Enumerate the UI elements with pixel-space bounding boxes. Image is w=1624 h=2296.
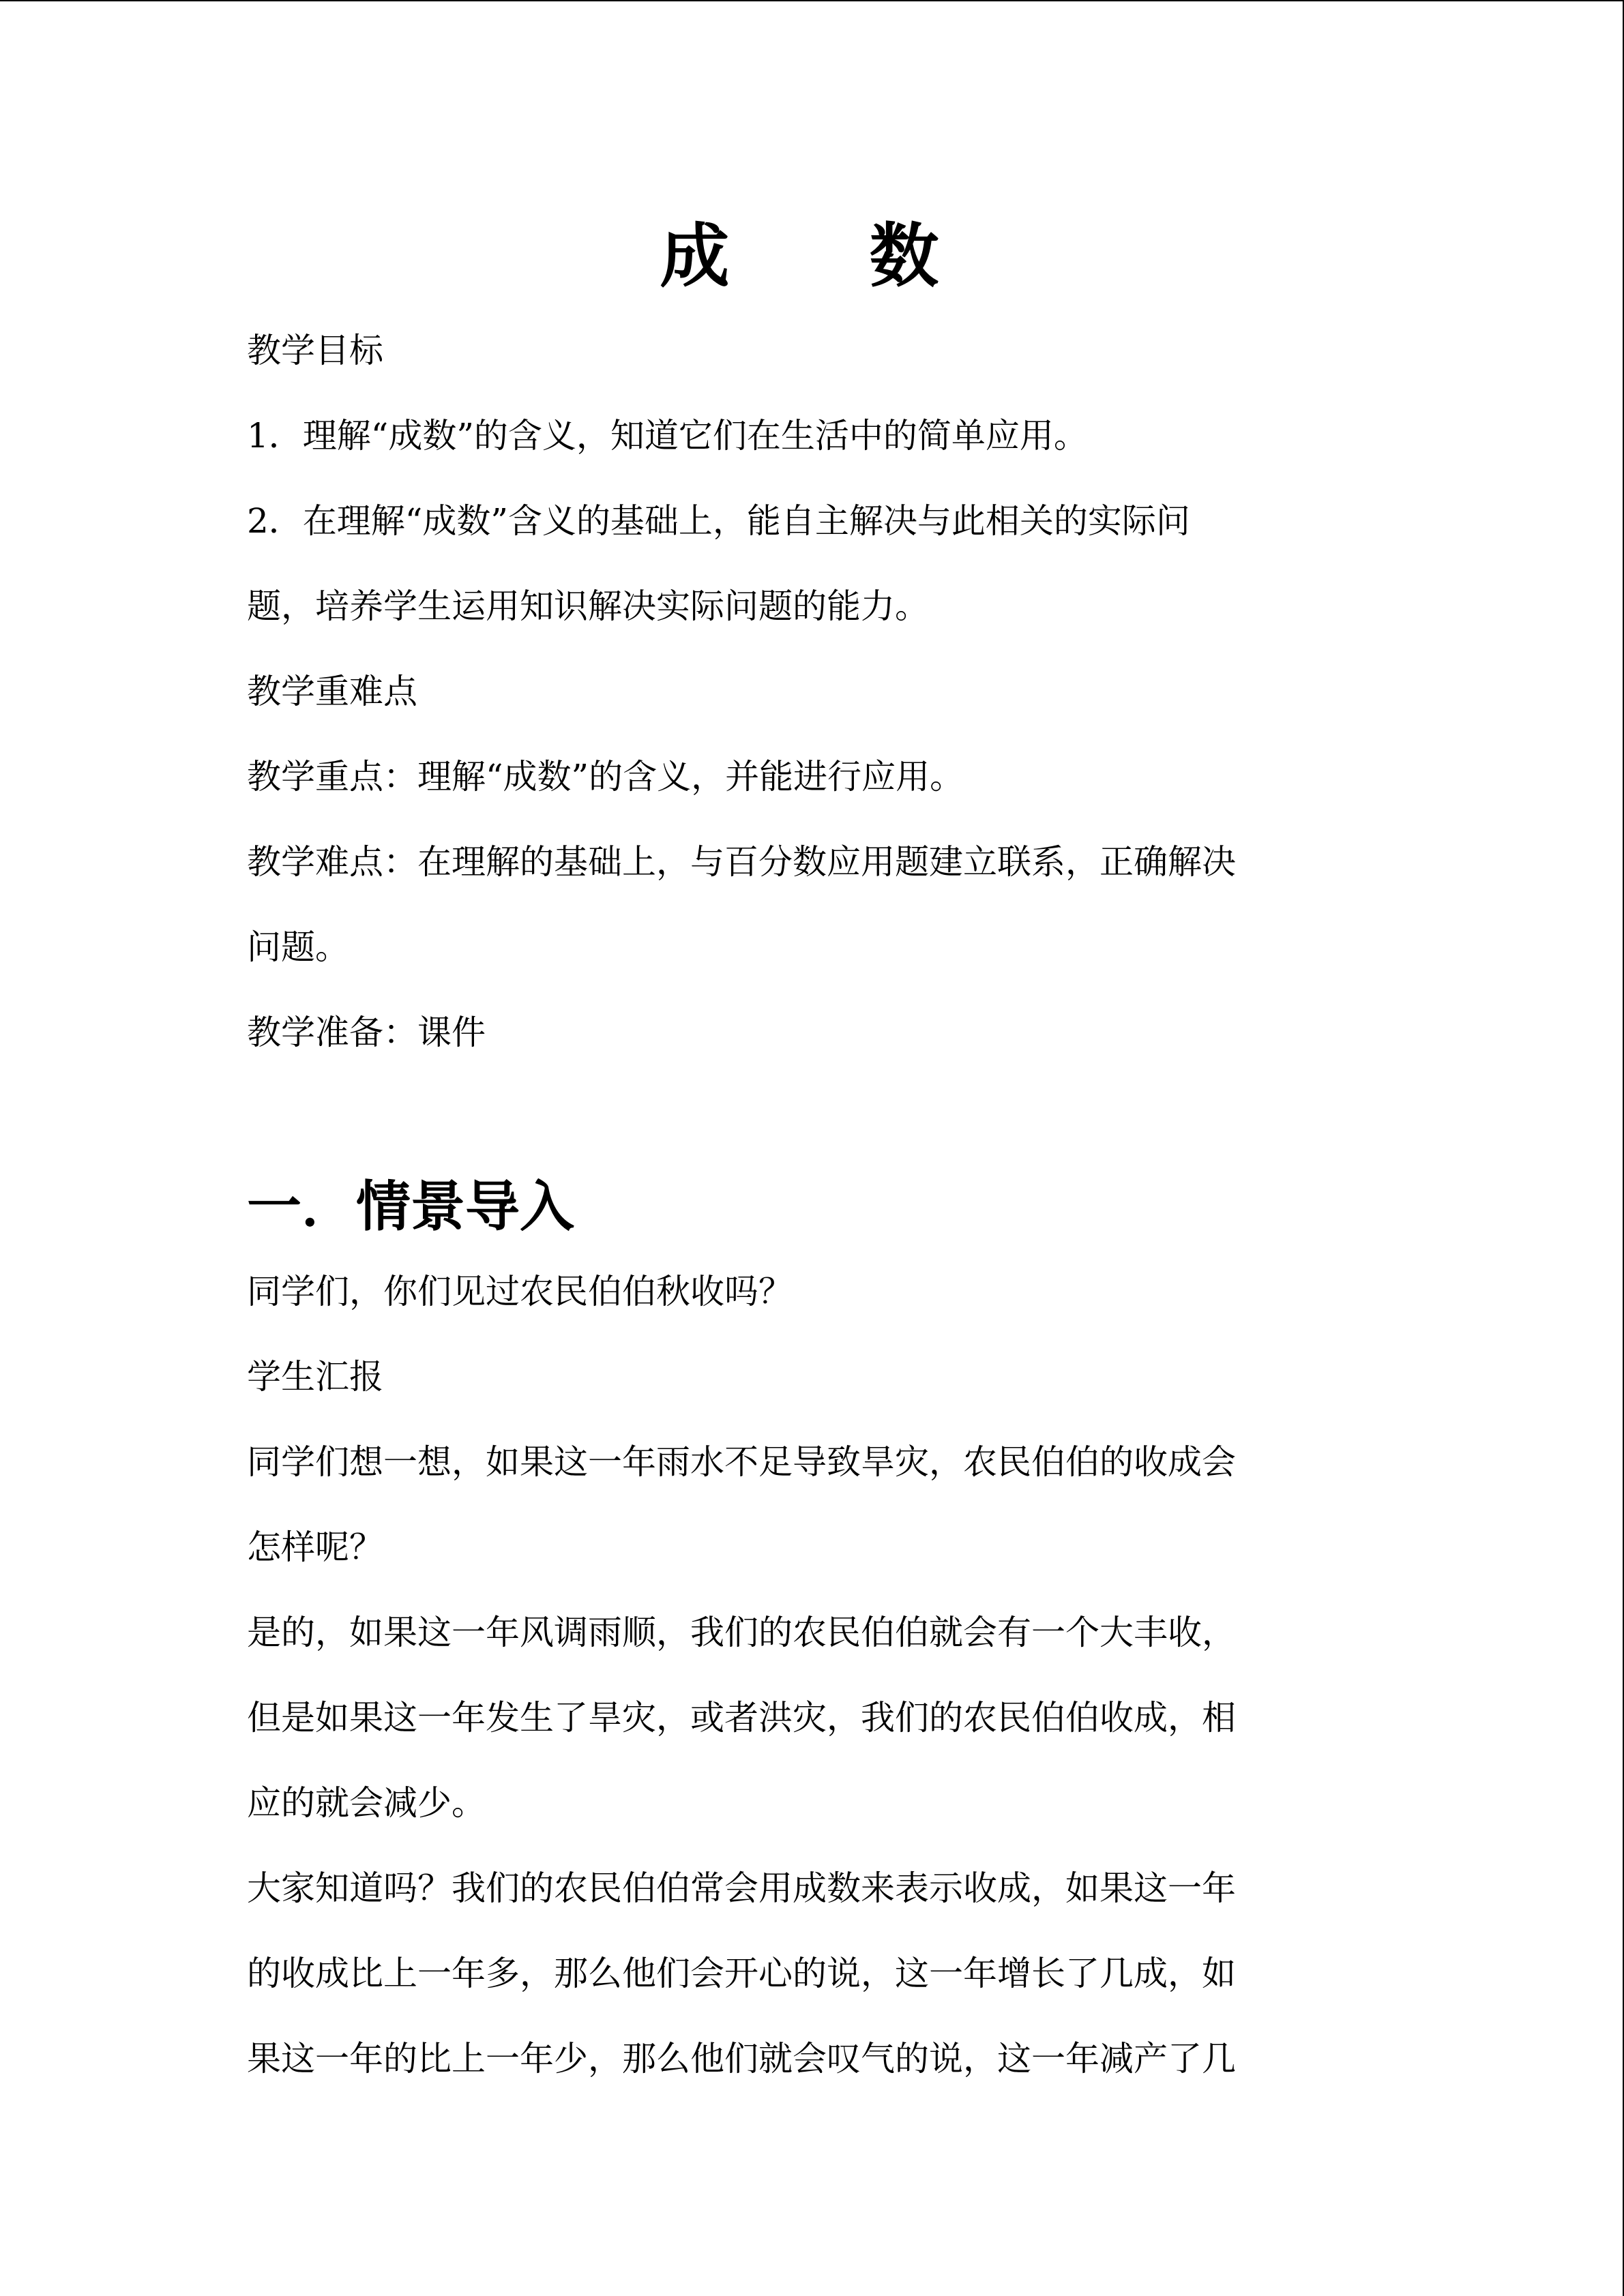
section-1-paragraph-4-line-3: 应的就会减少。 (247, 1783, 486, 1823)
objective-item-2-line-1: 2．在理解“成数”含义的基础上，能自主解决与此相关的实际问 (247, 501, 1190, 541)
section-1-paragraph-5-line-2: 的收成比上一年多，那么他们会开心的说，这一年增长了几成，如 (247, 1954, 1236, 1993)
section-1-paragraph-5-line-1: 大家知道吗？我们的农民伯伯常会用成数来表示收成，如果这一年 (247, 1868, 1236, 1908)
teaching-preparation: 教学准备：课件 (247, 1013, 486, 1052)
section-1-paragraph-2: 学生汇报 (247, 1357, 383, 1397)
teaching-focus: 教学重点：理解“成数”的含义，并能进行应用。 (247, 757, 964, 796)
teaching-difficulty-line-1: 教学难点：在理解的基础上，与百分数应用题建立联系，正确解决 (247, 842, 1236, 882)
objective-item-1: 1．理解“成数”的含义，知道它们在生活中的简单应用。 (247, 416, 1088, 456)
objective-item-2-line-2: 题，培养学生运用知识解决实际问题的能力。 (247, 586, 929, 626)
section-1-heading: 一．情景导入 (247, 1175, 574, 1238)
section-spacer (247, 1075, 1352, 1164)
section-1-paragraph-3-line-2: 怎样呢？ (247, 1527, 383, 1567)
objectives-heading: 教学目标 (247, 331, 383, 370)
section-1-paragraph-5-line-3: 果这一年的比上一年少，那么他们就会叹气的说，这一年减产了几 (247, 2039, 1236, 2078)
document-title (247, 206, 1352, 308)
key-points-heading: 教学重难点 (247, 672, 417, 711)
section-1-paragraph-3-line-1: 同学们想一想，如果这一年雨水不足导致旱灾，农民伯伯的收成会 (247, 1442, 1236, 1482)
title-char-right: 数 (869, 216, 939, 297)
section-1-paragraph-4-line-2: 但是如果这一年发生了旱灾，或者洪灾，我们的农民伯伯收成，相 (247, 1698, 1236, 1738)
document-content (247, 206, 1352, 2102)
title-char-left: 成 (660, 216, 730, 297)
section-1-paragraph-1: 同学们，你们见过农民伯伯秋收吗？ (247, 1272, 793, 1311)
section-1-paragraph-4-line-1: 是的，如果这一年风调雨顺，我们的农民伯伯就会有一个大丰收， (247, 1613, 1236, 1652)
teaching-difficulty-line-2: 问题。 (247, 927, 349, 967)
